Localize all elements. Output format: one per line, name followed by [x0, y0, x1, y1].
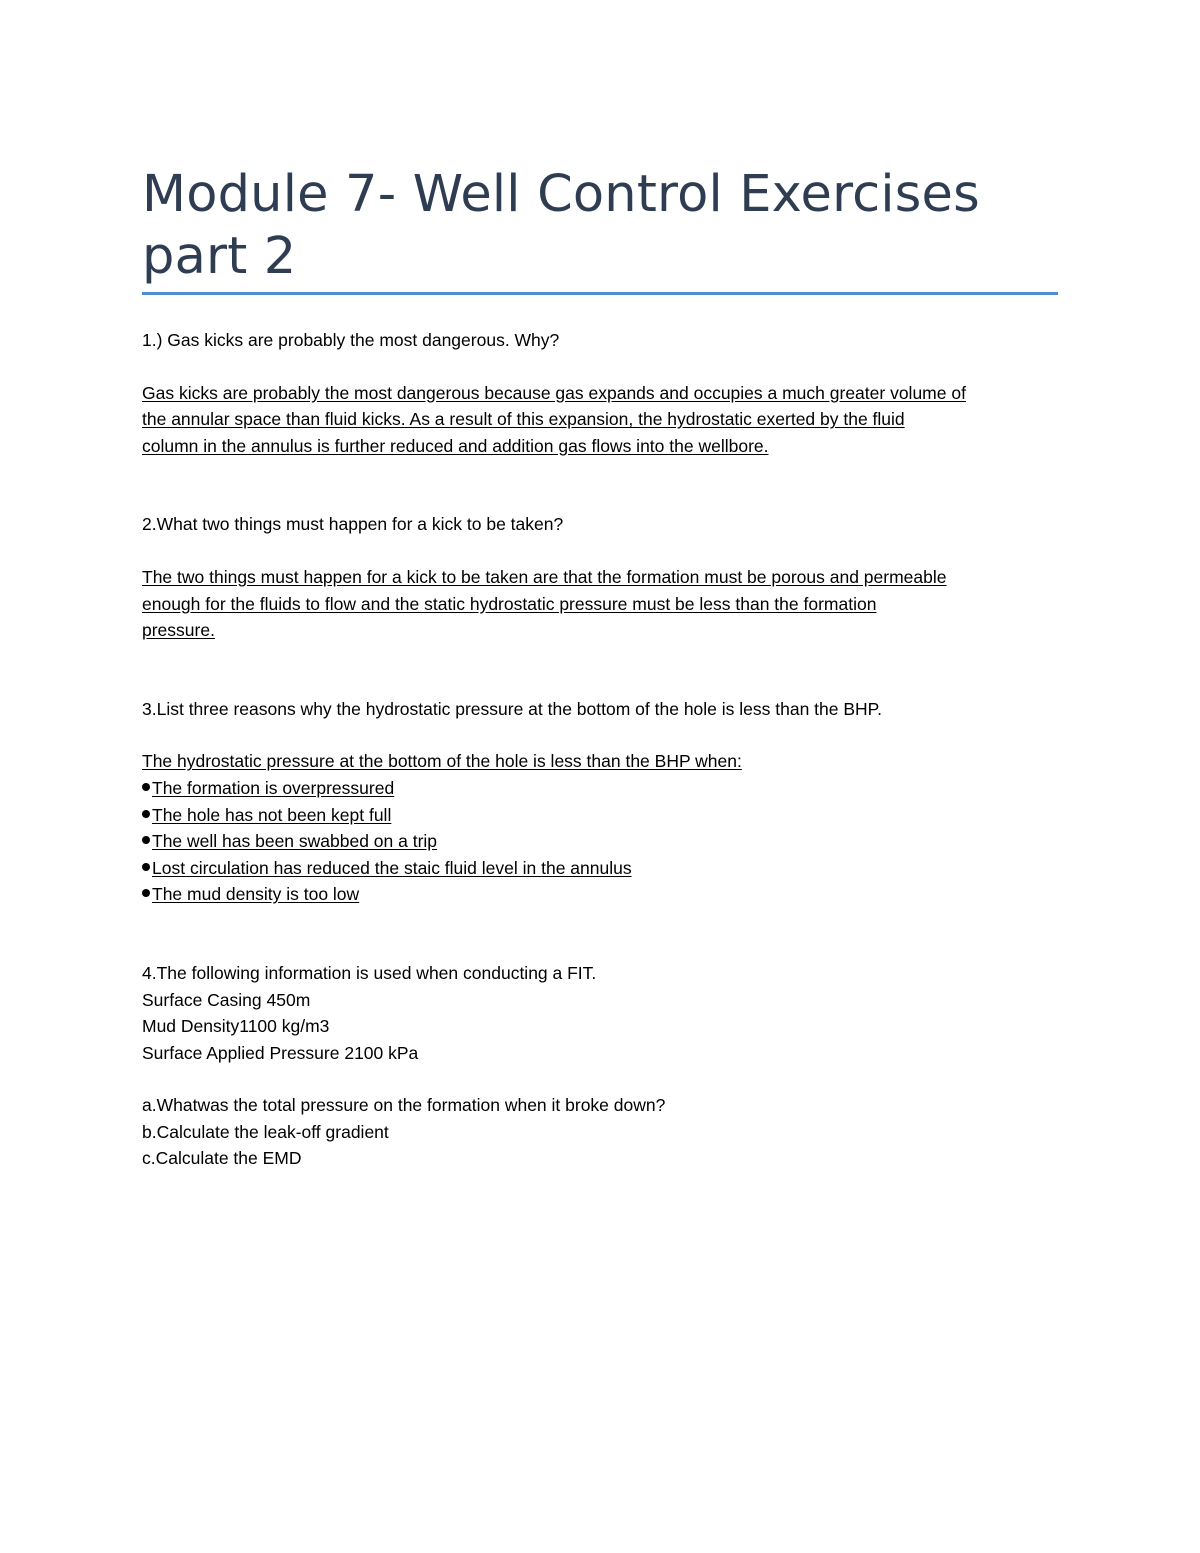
answer-2-line-1: The two things must happen for a kick to be taken are that the formation must be porous and permeable	[142, 566, 947, 587]
info-line: Surface Applied Pressure 2100 kPa	[142, 1042, 419, 1063]
question-1: 1.) Gas kicks are probably the most dangerous. Why?	[142, 330, 560, 350]
document-title	[142, 164, 1060, 288]
spacer	[142, 459, 1060, 511]
bullet-item	[142, 828, 1060, 855]
bullet-text: Lost circulation has reduced the staic fluid level in the annulus	[152, 857, 632, 878]
subquestion-a: a.Whatwas the total pressure on the formation when it broke down?	[142, 1095, 666, 1116]
bullet-text: The hole has not been kept full	[152, 804, 392, 825]
bullet-icon	[142, 889, 150, 897]
bullet-item	[142, 855, 1060, 882]
spacer	[142, 722, 1060, 748]
bullet-item	[142, 881, 1060, 908]
bullet-text: The mud density is too low	[152, 884, 360, 905]
question-3: 3.List three reasons why the hydrostatic pressure at the bottom of the hole is less than the BHP.	[142, 698, 882, 719]
bullet-icon	[142, 863, 150, 871]
answer-1-line-1: Gas kicks are probably the most dangerous because gas expands and occupies a much greater volume of	[142, 382, 966, 403]
bullet-text: The formation is overpressured	[152, 777, 395, 798]
answer-2-line-3: pressure.	[142, 620, 215, 641]
title-line-1: Module 7- Well Control Exercises	[142, 165, 980, 224]
spacer	[142, 538, 1060, 564]
info-line: Mud Density1100 kg/m3	[142, 1016, 330, 1037]
bullet-text: The well has been swabbed on a trip	[152, 831, 438, 852]
bullet-icon	[142, 783, 150, 791]
bullet-item	[142, 775, 1060, 802]
info-line: Surface Casing 450m	[142, 989, 311, 1010]
title-line-2: part 2	[142, 227, 297, 286]
subquestion-c: c.Calculate the EMD	[142, 1148, 302, 1169]
question-2: 2.What two things must happen for a kick to be taken?	[142, 514, 564, 535]
bullet-icon	[142, 836, 150, 844]
answer-1-line-3: column in the annulus is further reduced and addition gas flows into the wellbore.	[142, 435, 769, 456]
bullet-icon	[142, 810, 150, 818]
spacer	[142, 354, 1060, 380]
document-content	[142, 164, 1060, 1172]
question-4: 4.The following information is used when conducting a FIT.	[142, 962, 597, 983]
answer-3-intro: The hydrostatic pressure at the bottom of the hole is less than the BHP when:	[142, 751, 742, 772]
subquestion-b: b.Calculate the leak-off gradient	[142, 1121, 389, 1142]
spacer	[142, 644, 1060, 696]
bullet-item	[142, 802, 1060, 829]
answer-2-line-2: enough for the fluids to flow and the static hydrostatic pressure must be less than the formation	[142, 593, 877, 614]
spacer	[142, 908, 1060, 960]
spacer	[142, 1066, 1060, 1092]
answer-1-line-2: the annular space than fluid kicks. As a result of this expansion, the hydrostatic exerted by the fluid	[142, 409, 905, 430]
title-divider	[142, 292, 1058, 295]
